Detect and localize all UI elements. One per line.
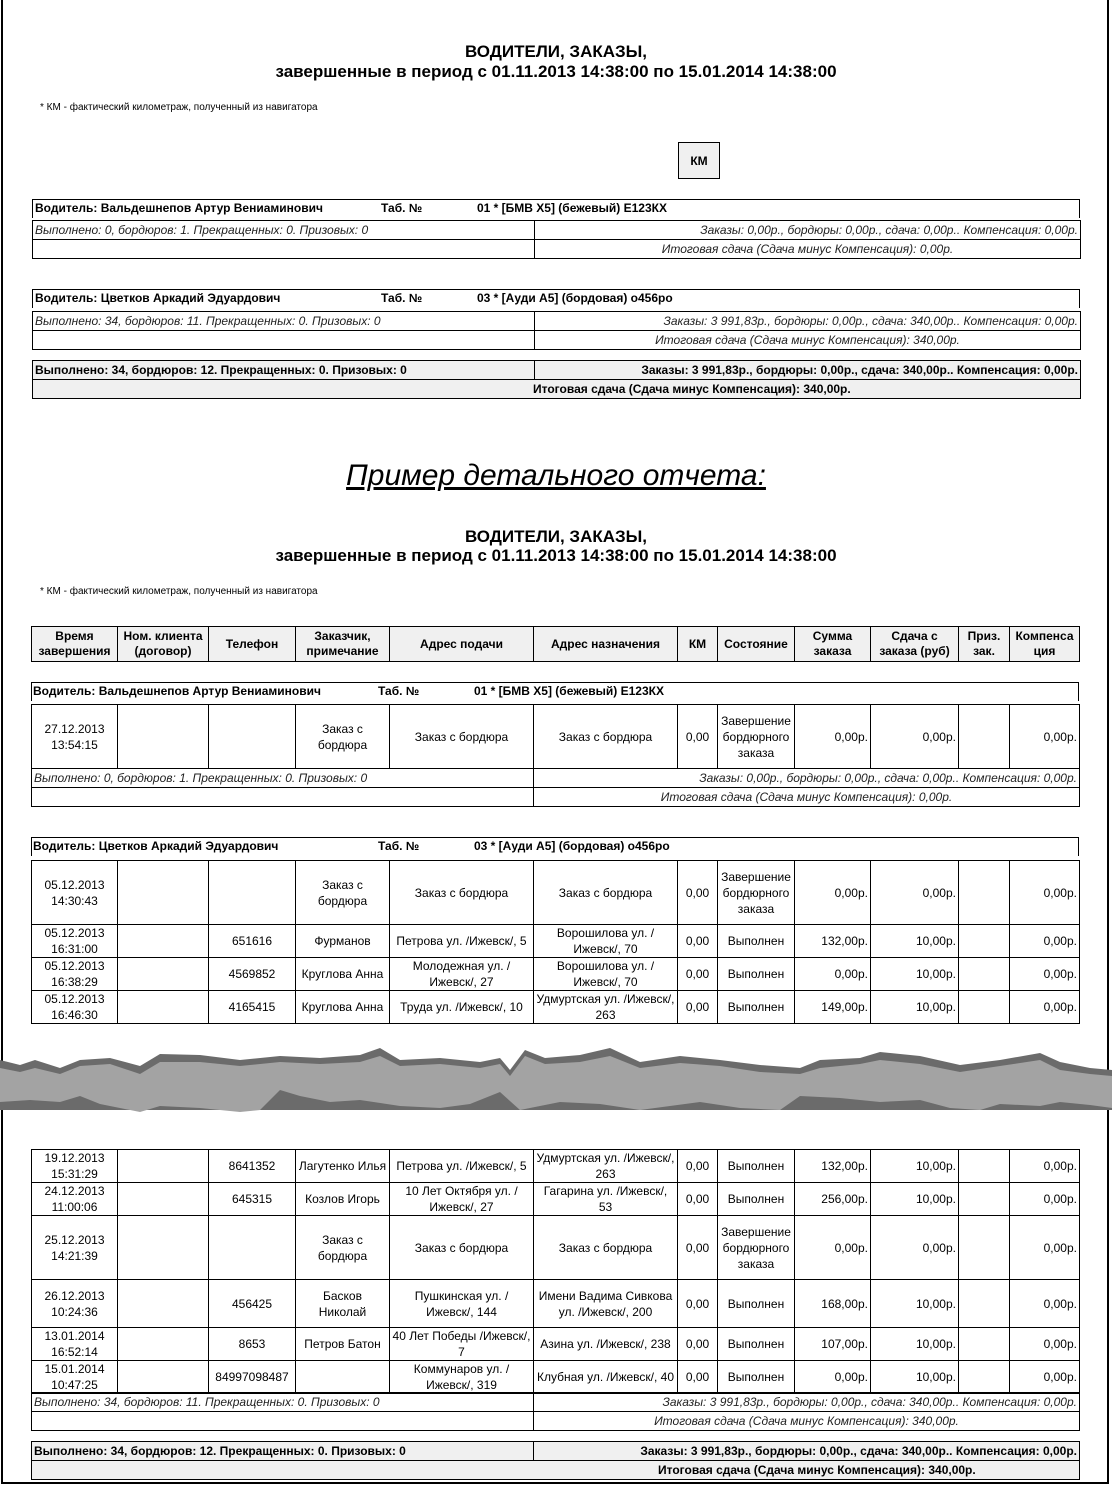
column-header-change: Сдача с заказа (руб) xyxy=(871,627,959,662)
cell-km: 0,00 xyxy=(678,861,718,925)
tab-number-label: Таб. № xyxy=(378,684,420,698)
cell-compensation: 0,00р. xyxy=(1010,1183,1080,1216)
cell-destination-address: Удмуртская ул. /Ижевск/, 263 xyxy=(534,991,678,1024)
cell-completion-time: 25.12.2013 14:21:39 xyxy=(32,1216,118,1280)
column-header-order-sum: Сумма заказа xyxy=(795,627,871,662)
driver-car: 03 * [Ауди А5] (бордовая) о456ро xyxy=(477,291,673,305)
cell-order-sum: 0,00р. xyxy=(795,1361,871,1394)
cell-change: 10,00р. xyxy=(871,958,959,991)
report-period: завершенные в период с 01.11.2013 14:38:00 по 15.01.2014 14:38:00 xyxy=(275,62,837,81)
cell-km: 0,00 xyxy=(678,925,718,958)
driver-name: Водитель: Вальдешнепов Артур Вениаминович xyxy=(35,201,323,215)
example-heading: Пример детального отчета: xyxy=(346,459,766,492)
cell-order-sum: 0,00р. xyxy=(795,861,871,925)
cell-prize xyxy=(959,1150,1010,1183)
detailed-column-headers xyxy=(31,626,1080,662)
cell-status: Выполнен xyxy=(718,1150,795,1183)
cell-order-sum: 132,00р. xyxy=(795,925,871,958)
column-header-customer: Заказчик, примечание xyxy=(296,627,390,662)
table-row xyxy=(32,1216,1080,1280)
cell-change: 10,00р. xyxy=(871,1328,959,1361)
detailed-km-note: * КМ - фактический километраж, полученный из навигатора xyxy=(40,586,318,597)
driver-summary-table xyxy=(31,768,1080,807)
cell-status: Выполнен xyxy=(718,958,795,991)
cell-client-number xyxy=(118,1216,209,1280)
driver-total: Итоговая сдача (Сдача минус Компенсация): 0,00р. xyxy=(535,240,1081,259)
column-header-completion-time: Время завершения xyxy=(32,627,118,662)
tab-number-label: Таб. № xyxy=(381,201,423,215)
driver-orders-table xyxy=(31,860,1080,1024)
driver-total: Итоговая сдача (Сдача минус Компенсация): 340,00р. xyxy=(535,331,1081,350)
grand-total-table xyxy=(31,1441,1080,1480)
km-note: * КМ - фактический километраж, полученный из навигатора xyxy=(40,102,318,113)
cell-pickup-address: Пушкинская ул. /Ижевск/, 144 xyxy=(390,1280,534,1328)
cell-prize xyxy=(959,925,1010,958)
cell-completion-time: 19.12.2013 15:31:29 xyxy=(32,1150,118,1183)
cell-order-sum: 256,00р. xyxy=(795,1183,871,1216)
cell-km: 0,00 xyxy=(678,1361,718,1394)
cell-completion-time: 24.12.2013 11:00:06 xyxy=(32,1183,118,1216)
driver-orders-table-continued xyxy=(31,1149,1080,1394)
driver-money: Заказы: 3 991,83р., бордюры: 0,00р., сдача: 340,00р.. Компенсация: 0,00р. xyxy=(534,1393,1080,1412)
cell-km: 0,00 xyxy=(678,991,718,1024)
cell-destination-address: Азина ул. /Ижевск/, 238 xyxy=(534,1328,678,1361)
driver-money: Заказы: 0,00р., бордюры: 0,00р., сдача: 0,00р.. Компенсация: 0,00р. xyxy=(535,221,1081,240)
cell-customer: Козлов Игорь xyxy=(296,1183,390,1216)
cell-order-sum: 0,00р. xyxy=(795,1216,871,1280)
table-row xyxy=(32,1361,1080,1394)
cell-completion-time: 05.12.2013 16:38:29 xyxy=(32,958,118,991)
cell-status: Выполнен xyxy=(718,925,795,958)
cell-change: 10,00р. xyxy=(871,1361,959,1394)
grand-total-final: Итоговая сдача (Сдача минус Компенсация): 340,00р. xyxy=(32,1461,1080,1480)
header-row xyxy=(32,627,1080,662)
cell-km: 0,00 xyxy=(678,1280,718,1328)
cell-client-number xyxy=(118,958,209,991)
cell-destination-address: Заказ с бордюра xyxy=(534,705,678,769)
cell-km: 0,00 xyxy=(678,958,718,991)
table-row xyxy=(32,1150,1080,1183)
cell-completion-time: 15.01.2014 10:47:25 xyxy=(32,1361,118,1394)
driver-orders-table xyxy=(31,704,1080,769)
cell-destination-address: Клубная ул. /Ижевск/, 40 xyxy=(534,1361,678,1394)
cell-order-sum: 132,00р. xyxy=(795,1150,871,1183)
cell-prize xyxy=(959,861,1010,925)
cell-phone: 8641352 xyxy=(209,1150,296,1183)
driver-name: Водитель: Цветков Аркадий Эдуардович xyxy=(35,291,281,305)
grand-total-final: Итоговая сдача (Сдача минус Компенсация): 340,00р. xyxy=(33,380,1081,399)
cell-compensation: 0,00р. xyxy=(1010,1361,1080,1394)
cell-compensation: 0,00р. xyxy=(1010,925,1080,958)
cell-change: 0,00р. xyxy=(871,705,959,769)
cell-completion-time: 27.12.2013 13:54:15 xyxy=(32,705,118,769)
detailed-report-period: завершенные в период с 01.11.2013 14:38:00 по 15.01.2014 14:38:00 xyxy=(275,546,837,565)
cell-status: Выполнен xyxy=(718,1328,795,1361)
driver-stats: Выполнено: 34, бордюров: 11. Прекращенных: 0. Призовых: 0 xyxy=(32,1393,534,1412)
cell-destination-address: Ворошилова ул. /Ижевск/, 70 xyxy=(534,925,678,958)
cell-prize xyxy=(959,1183,1010,1216)
cell-pickup-address: Петрова ул. /Ижевск/, 5 xyxy=(390,925,534,958)
cell-change: 10,00р. xyxy=(871,1280,959,1328)
cell-customer: Круглова Анна xyxy=(296,958,390,991)
cell-phone xyxy=(209,705,296,769)
driver-header xyxy=(32,199,1080,218)
cell-status: Завершение бордюрного заказа xyxy=(718,705,795,769)
cell-destination-address: Гагарина ул. /Ижевск/, 53 xyxy=(534,1183,678,1216)
driver-car: 03 * [Ауди А5] (бордовая) о456ро xyxy=(474,839,670,853)
cell-prize xyxy=(959,991,1010,1024)
cell-pickup-address: Заказ с бордюра xyxy=(390,705,534,769)
cell-destination-address: Удмуртская ул. /Ижевск/, 263 xyxy=(534,1150,678,1183)
cell-phone: 4569852 xyxy=(209,958,296,991)
cell-status: Завершение бордюрного заказа xyxy=(718,861,795,925)
cell-status: Завершение бордюрного заказа xyxy=(718,1216,795,1280)
driver-total: Итоговая сдача (Сдача минус Компенсация): 340,00р. xyxy=(534,1412,1080,1431)
cell-phone: 456425 xyxy=(209,1280,296,1328)
cell-customer: Заказ с бордюра xyxy=(296,861,390,925)
driver-car: 01 * [БМВ Х5] (бежевый) Е123КХ xyxy=(477,201,667,215)
cell-completion-time: 26.12.2013 10:24:36 xyxy=(32,1280,118,1328)
column-header-km: КМ xyxy=(678,627,718,662)
grand-total-money: Заказы: 3 991,83р., бордюры: 0,00р., сдача: 340,00р.. Компенсация: 0,00р. xyxy=(535,361,1081,380)
cell-client-number xyxy=(118,861,209,925)
cell-change: 10,00р. xyxy=(871,1183,959,1216)
cell-pickup-address: Петрова ул. /Ижевск/, 5 xyxy=(390,1150,534,1183)
cell-order-sum: 149,00р. xyxy=(795,991,871,1024)
cell-km: 0,00 xyxy=(678,1216,718,1280)
cell-pickup-address: Молодежная ул. /Ижевск/, 27 xyxy=(390,958,534,991)
tab-number-label: Таб. № xyxy=(381,291,423,305)
driver-stats: Выполнено: 34, бордюров: 11. Прекращенных: 0. Призовых: 0 xyxy=(33,312,535,331)
cell-change: 10,00р. xyxy=(871,1150,959,1183)
grand-total-stats: Выполнено: 34, бордюров: 12. Прекращенных: 0. Призовых: 0 xyxy=(33,361,535,380)
cell-change: 0,00р. xyxy=(871,1216,959,1280)
driver-car: 01 * [БМВ Х5] (бежевый) Е123КХ xyxy=(474,684,664,698)
column-header-prize: Приз. зак. xyxy=(959,627,1010,662)
column-header-compensation: Компенса ция xyxy=(1010,627,1080,662)
driver-summary-table xyxy=(31,1392,1080,1431)
cell-completion-time: 13.01.2014 16:52:14 xyxy=(32,1328,118,1361)
table-row xyxy=(32,1328,1080,1361)
driver-name: Водитель: Цветков Аркадий Эдуардович xyxy=(33,839,279,853)
cell-km: 0,00 xyxy=(678,1150,718,1183)
cell-change: 0,00р. xyxy=(871,861,959,925)
cell-completion-time: 05.12.2013 14:30:43 xyxy=(32,861,118,925)
table-row xyxy=(32,958,1080,991)
table-row xyxy=(32,1183,1080,1216)
table-row xyxy=(32,861,1080,925)
cell-km: 0,00 xyxy=(678,1183,718,1216)
table-row xyxy=(32,1280,1080,1328)
cell-prize xyxy=(959,1280,1010,1328)
cell-customer: Фурманов xyxy=(296,925,390,958)
cell-prize xyxy=(959,1328,1010,1361)
cell-client-number xyxy=(118,705,209,769)
cell-prize xyxy=(959,1216,1010,1280)
cell-compensation: 0,00р. xyxy=(1010,958,1080,991)
driver-summary-table xyxy=(32,220,1081,259)
table-row xyxy=(32,705,1080,769)
cell-compensation: 0,00р. xyxy=(1010,1150,1080,1183)
torn-page-divider xyxy=(0,1030,1112,1150)
cell-compensation: 0,00р. xyxy=(1010,705,1080,769)
cell-status: Выполнен xyxy=(718,1361,795,1394)
cell-compensation: 0,00р. xyxy=(1010,861,1080,925)
cell-status: Выполнен xyxy=(718,991,795,1024)
cell-phone: 84997098487 xyxy=(209,1361,296,1394)
cell-change: 10,00р. xyxy=(871,925,959,958)
cell-compensation: 0,00р. xyxy=(1010,1280,1080,1328)
cell-destination-address: Заказ с бордюра xyxy=(534,1216,678,1280)
cell-prize xyxy=(959,958,1010,991)
cell-pickup-address: 40 Лет Победы /Ижевск/, 7 xyxy=(390,1328,534,1361)
cell-destination-address: Заказ с бордюра xyxy=(534,861,678,925)
cell-km: 0,00 xyxy=(678,705,718,769)
cell-phone xyxy=(209,1216,296,1280)
cell-phone: 4165415 xyxy=(209,991,296,1024)
cell-client-number xyxy=(118,1361,209,1394)
cell-status: Выполнен xyxy=(718,1183,795,1216)
cell-phone: 8653 xyxy=(209,1328,296,1361)
cell-client-number xyxy=(118,1183,209,1216)
column-header-phone: Телефон xyxy=(209,627,296,662)
cell-pickup-address: Труда ул. /Ижевск/, 10 xyxy=(390,991,534,1024)
detailed-report-title: ВОДИТЕЛИ, ЗАКАЗЫ, xyxy=(464,527,648,546)
cell-pickup-address: Заказ с бордюра xyxy=(390,861,534,925)
cell-order-sum: 0,00р. xyxy=(795,705,871,769)
cell-client-number xyxy=(118,925,209,958)
cell-client-number xyxy=(118,991,209,1024)
cell-phone: 651616 xyxy=(209,925,296,958)
cell-compensation: 0,00р. xyxy=(1010,1216,1080,1280)
cell-destination-address: Ворошилова ул. /Ижевск/, 70 xyxy=(534,958,678,991)
table-row xyxy=(32,925,1080,958)
grand-total-money: Заказы: 3 991,83р., бордюры: 0,00р., сдача: 340,00р.. Компенсация: 0,00р. xyxy=(534,1442,1080,1461)
cell-pickup-address: Коммунаров ул. /Ижевск/, 319 xyxy=(390,1361,534,1394)
cell-compensation: 0,00р. xyxy=(1010,1328,1080,1361)
cell-prize xyxy=(959,1361,1010,1394)
cell-pickup-address: 10 Лет Октября ул. /Ижевск/, 27 xyxy=(390,1183,534,1216)
driver-header xyxy=(31,837,1079,856)
cell-status: Выполнен xyxy=(718,1280,795,1328)
cell-customer: Круглова Анна xyxy=(296,991,390,1024)
driver-name: Водитель: Вальдешнепов Артур Вениаминович xyxy=(33,684,321,698)
report-title: ВОДИТЕЛИ, ЗАКАЗЫ, xyxy=(464,42,648,61)
column-header-status: Состояние xyxy=(718,627,795,662)
cell-customer xyxy=(296,1361,390,1394)
cell-customer: Заказ с бордюра xyxy=(296,1216,390,1280)
cell-pickup-address: Заказ с бордюра xyxy=(390,1216,534,1280)
table-row xyxy=(32,991,1080,1024)
tab-number-label: Таб. № xyxy=(378,839,420,853)
cell-phone xyxy=(209,861,296,925)
cell-client-number xyxy=(118,1150,209,1183)
driver-header xyxy=(31,682,1079,701)
cell-customer: Лагутенко Илья xyxy=(296,1150,390,1183)
cell-order-sum: 0,00р. xyxy=(795,958,871,991)
cell-customer: Басков Николай xyxy=(296,1280,390,1328)
driver-money: Заказы: 0,00р., бордюры: 0,00р., сдача: 0,00р.. Компенсация: 0,00р. xyxy=(534,769,1080,788)
cell-order-sum: 107,00р. xyxy=(795,1328,871,1361)
grand-total-table xyxy=(32,360,1081,399)
driver-total: Итоговая сдача (Сдача минус Компенсация): 0,00р. xyxy=(534,788,1080,807)
cell-client-number xyxy=(118,1328,209,1361)
cell-destination-address: Имени Вадима Сивкова ул. /Ижевск/, 200 xyxy=(534,1280,678,1328)
cell-change: 10,00р. xyxy=(871,991,959,1024)
column-header-destination-address: Адрес назначения xyxy=(534,627,678,662)
driver-stats: Выполнено: 0, бордюров: 1. Прекращенных: 0. Призовых: 0 xyxy=(33,221,535,240)
cell-completion-time: 05.12.2013 16:46:30 xyxy=(32,991,118,1024)
driver-summary-table xyxy=(32,311,1081,350)
cell-km: 0,00 xyxy=(678,1328,718,1361)
cell-customer: Петров Батон xyxy=(296,1328,390,1361)
column-header-client-number: Ном. клиента (договор) xyxy=(118,627,209,662)
cell-completion-time: 05.12.2013 16:31:00 xyxy=(32,925,118,958)
driver-header xyxy=(32,289,1080,308)
km-column-header: КМ xyxy=(678,142,720,179)
cell-compensation: 0,00р. xyxy=(1010,991,1080,1024)
driver-stats: Выполнено: 0, бордюров: 1. Прекращенных: 0. Призовых: 0 xyxy=(32,769,534,788)
cell-client-number xyxy=(118,1280,209,1328)
column-header-pickup-address: Адрес подачи xyxy=(390,627,534,662)
cell-prize xyxy=(959,705,1010,769)
driver-money: Заказы: 3 991,83р., бордюры: 0,00р., сдача: 340,00р.. Компенсация: 0,00р. xyxy=(535,312,1081,331)
grand-total-stats: Выполнено: 34, бордюров: 12. Прекращенных: 0. Призовых: 0 xyxy=(32,1442,534,1461)
cell-customer: Заказ с бордюра xyxy=(296,705,390,769)
cell-order-sum: 168,00р. xyxy=(795,1280,871,1328)
cell-phone: 645315 xyxy=(209,1183,296,1216)
